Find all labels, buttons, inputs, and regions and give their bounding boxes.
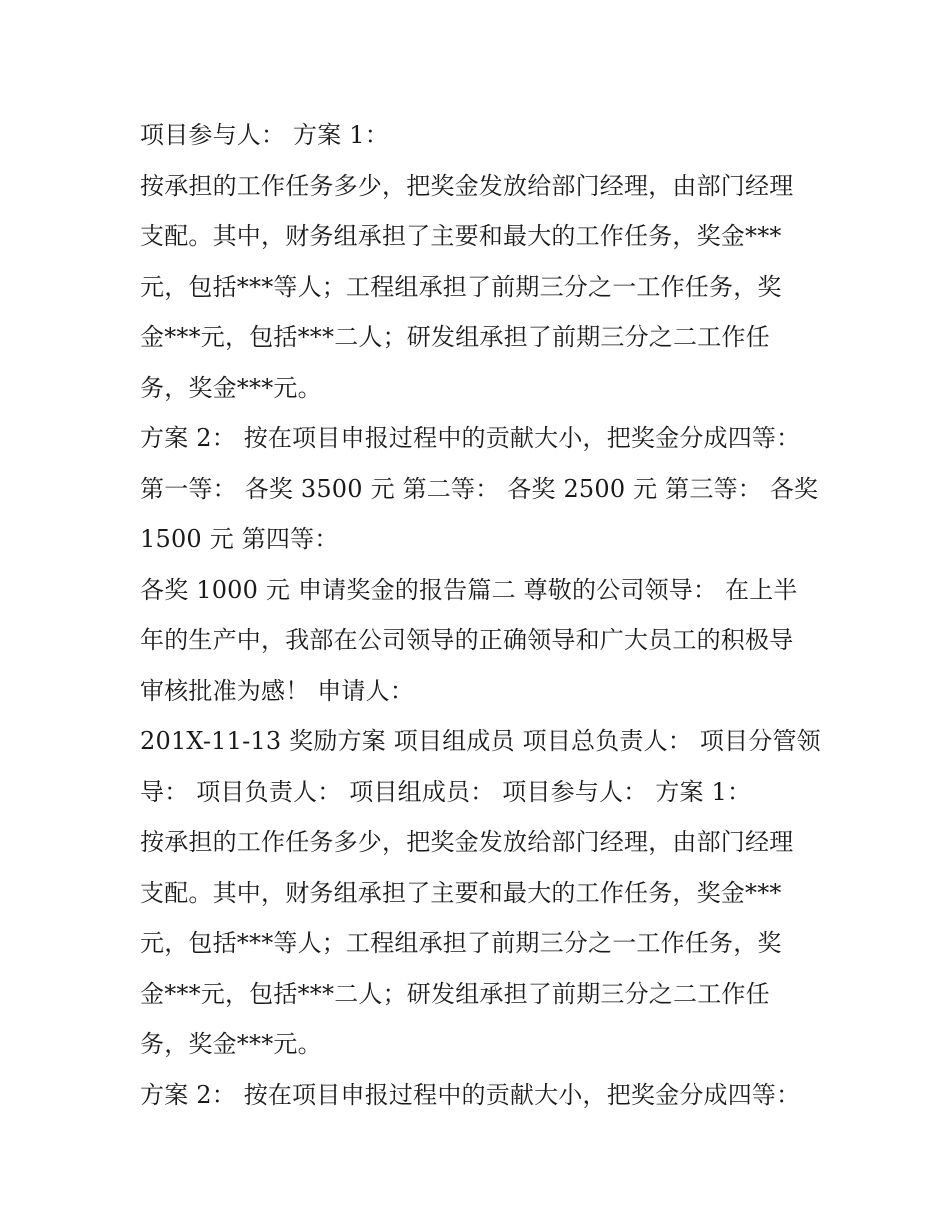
text-line-18: 金***元，包括***二人；研发组承担了前期三分之二工作任: [140, 979, 770, 1008]
text-line-8: 第一等： 各奖 3500 元 第二等： 各奖 2500 元 第三等： 各奖: [140, 474, 819, 503]
text-line-3: 支配。其中，财务组承担了主要和最大的工作任务，奖金***: [140, 222, 782, 250]
text-line-4: 元，包括***等人；工程组承担了前期三分之一工作任务，奖: [140, 272, 782, 301]
text-line-17: 元，包括***等人；工程组承担了前期三分之一工作任务，奖: [140, 929, 782, 957]
text-line-13: 201X-11-13 奖励方案 项目组成员 项目总负责人： 项目分管领: [140, 727, 821, 755]
text-line-14: 导： 项目负责人： 项目组成员： 项目参与人： 方案 1：: [140, 777, 752, 806]
text-line-12: 审核批准为感！ 申请人：: [140, 676, 415, 705]
text-line-16: 支配。其中，财务组承担了主要和最大的工作任务，奖金***: [140, 878, 782, 907]
text-line-1: 项目参与人： 方案 1：: [140, 121, 389, 149]
text-line-10: 各奖 1000 元 申请奖金的报告篇二 尊敬的公司领导： 在上半: [140, 575, 798, 604]
text-line-9: 1500 元 第四等：: [140, 525, 339, 553]
text-line-19: 务，奖金***元。: [140, 1030, 322, 1058]
text-line-5: 金***元，包括***二人；研发组承担了前期三分之二工作任: [140, 323, 770, 351]
text-line-7: 方案 2： 按在项目申报过程中的贡献大小，把奖金分成四等：: [140, 424, 801, 452]
text-line-11: 年的生产中，我部在公司领导的正确领导和广大员工的积极导: [140, 626, 794, 654]
document-body: [140, 110, 820, 1120]
text-line-6: 务，奖金***元。: [140, 373, 322, 402]
text-line-20: 方案 2： 按在项目申报过程中的贡献大小，把奖金分成四等：: [140, 1080, 801, 1109]
text-line-15: 按承担的工作任务多少，把奖金发放给部门经理，由部门经理: [140, 828, 794, 856]
text-line-2: 按承担的工作任务多少，把奖金发放给部门经理，由部门经理: [140, 171, 794, 200]
